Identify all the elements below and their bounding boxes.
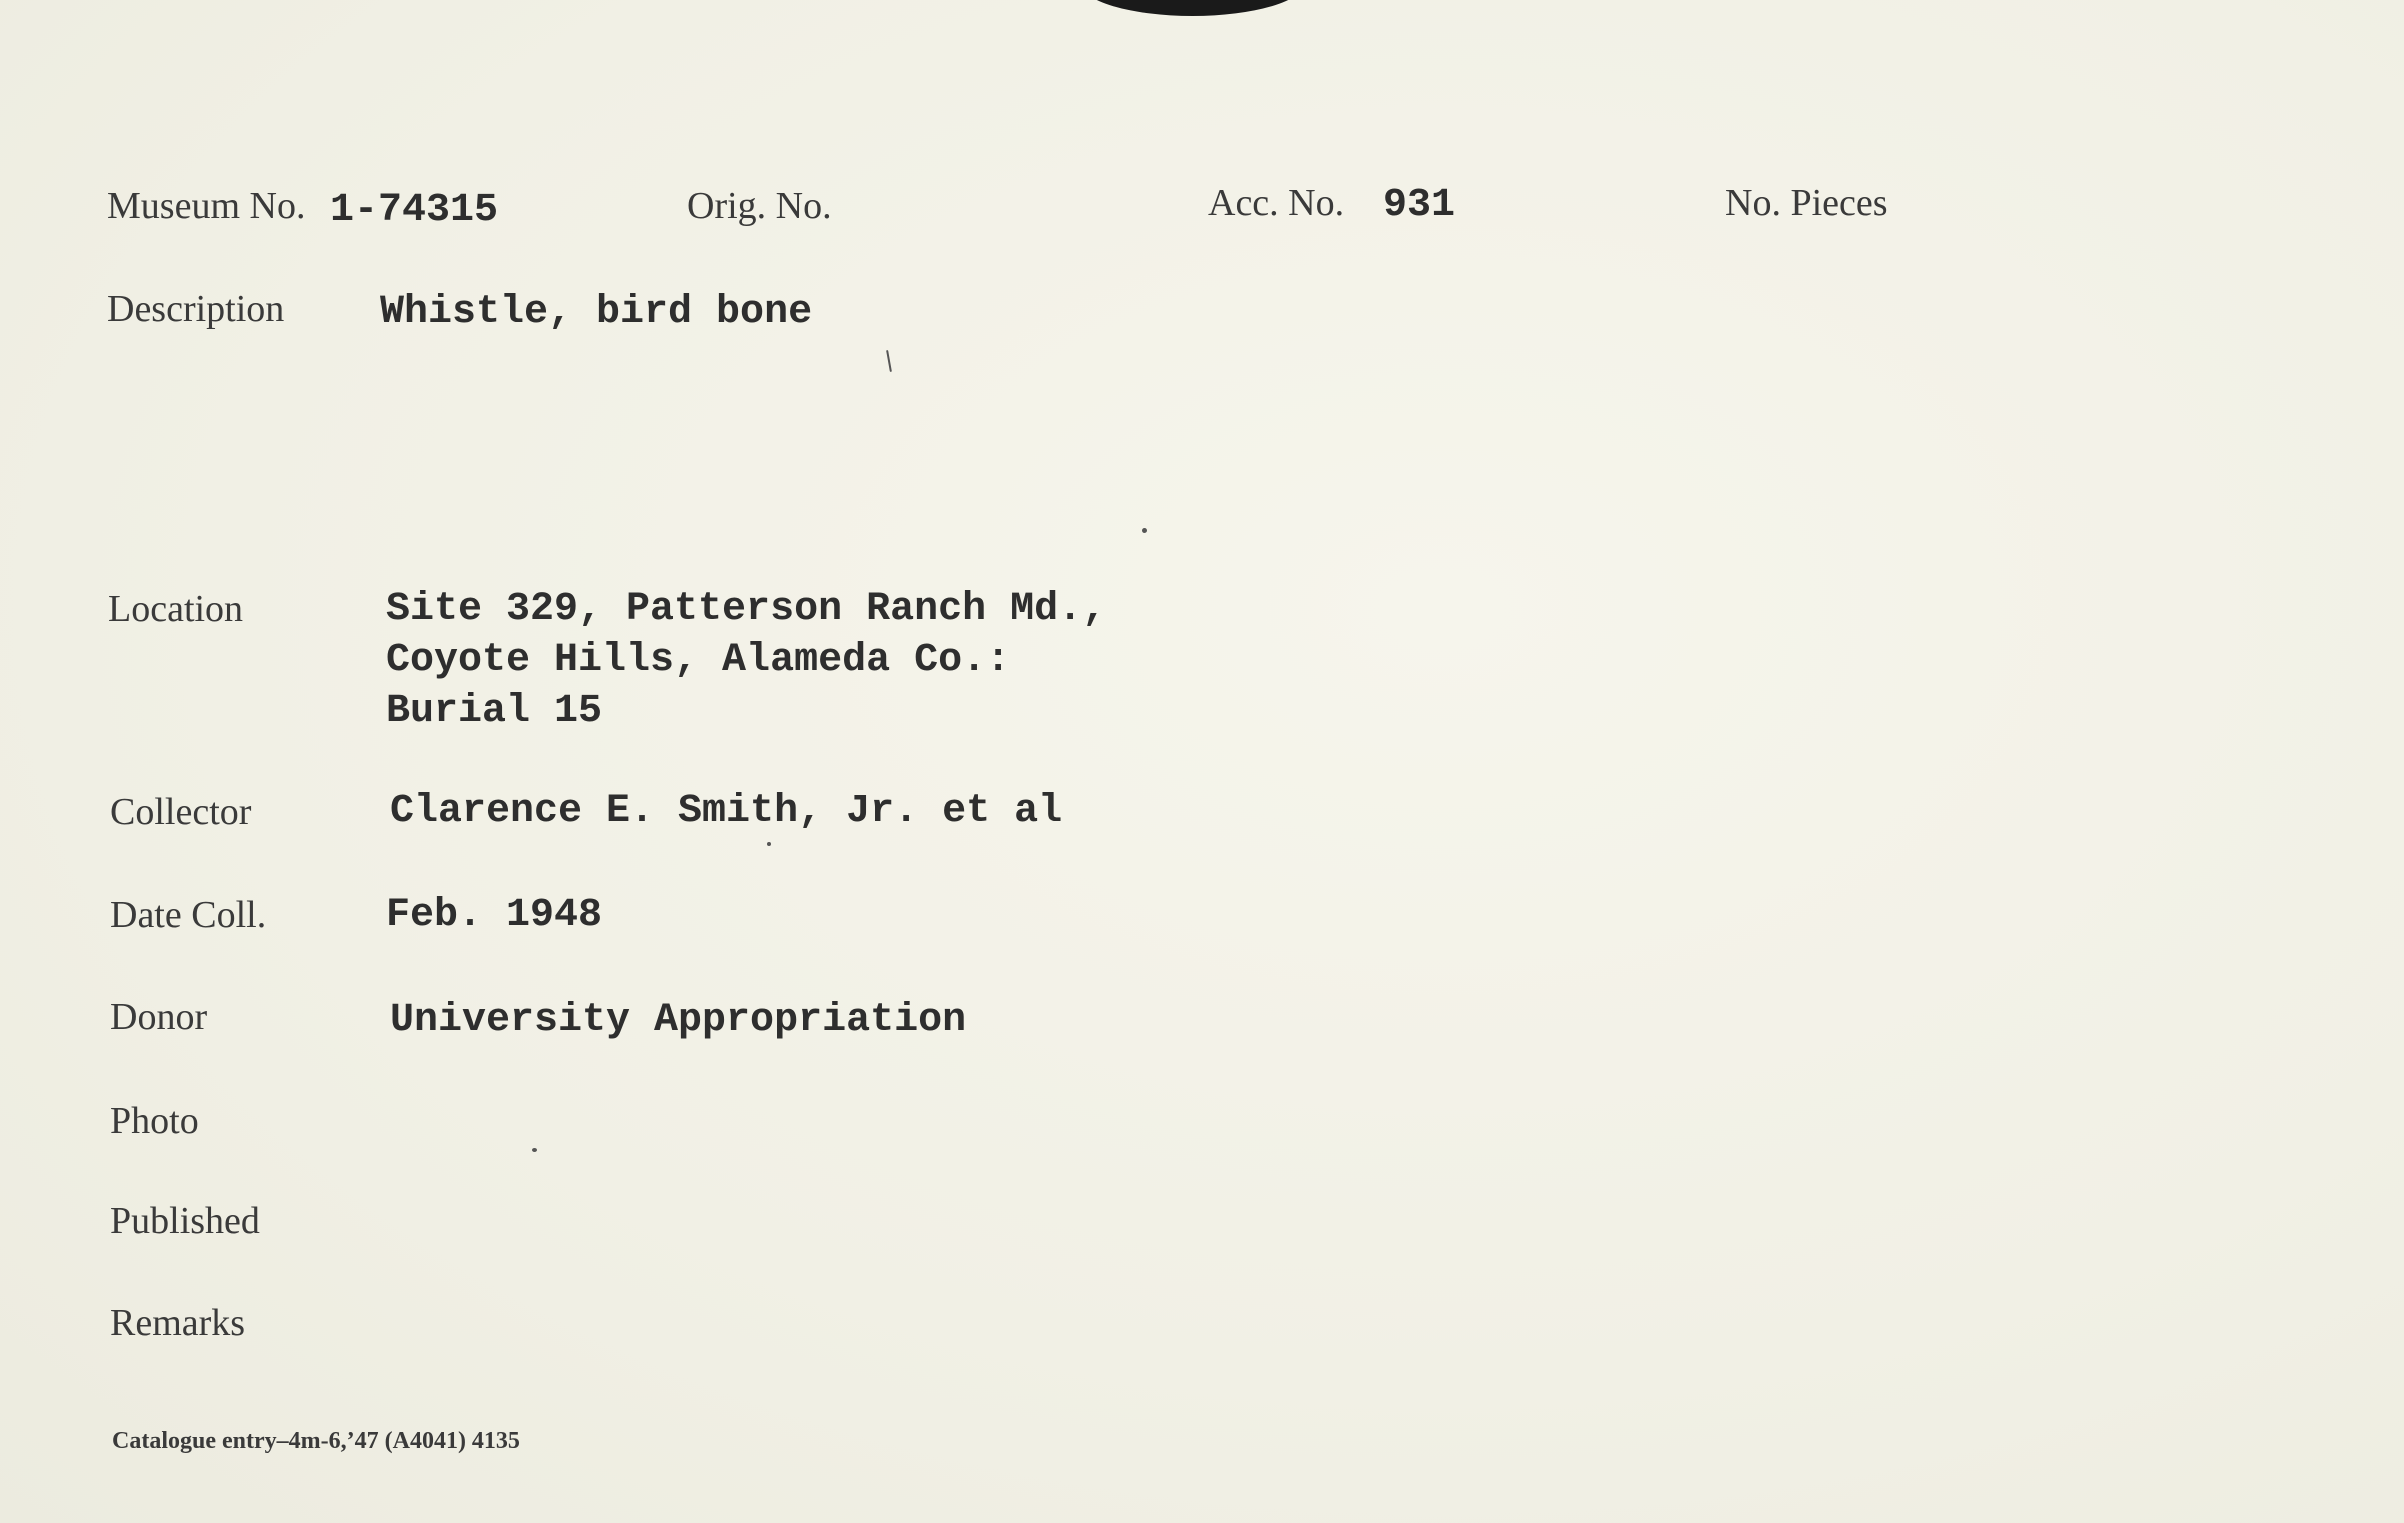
punch-notch xyxy=(1080,0,1305,16)
description-value: Whistle, bird bone xyxy=(380,290,813,335)
photo-label: Photo xyxy=(110,1100,199,1142)
acc-no-value: 931 xyxy=(1383,183,1456,228)
speck xyxy=(1142,528,1147,533)
museum-no-value: 1-74315 xyxy=(330,188,499,233)
location-value xyxy=(386,584,1106,737)
donor-value: University Appropriation xyxy=(390,998,967,1043)
no-pieces-label: No. Pieces xyxy=(1725,182,1888,224)
catalogue-entry-footer: Catalogue entry–4m-6,’47 (A4041) 4135 xyxy=(112,1428,520,1454)
location-line-2: Coyote Hills, Alameda Co.: xyxy=(386,638,1011,683)
museum-no-label: Museum No. xyxy=(107,185,306,227)
donor-label: Donor xyxy=(110,996,208,1038)
description-label: Description xyxy=(107,288,285,330)
date-coll-value: Feb. 1948 xyxy=(386,893,603,938)
location-label: Location xyxy=(108,588,244,630)
speck xyxy=(767,842,771,846)
orig-no-label: Orig. No. xyxy=(687,185,832,227)
collector-value: Clarence E. Smith, Jr. et al xyxy=(390,789,1063,834)
location-line-1: Site 329, Patterson Ranch Md., xyxy=(386,587,1107,632)
published-label: Published xyxy=(110,1200,260,1242)
collector-label: Collector xyxy=(110,791,252,833)
location-line-3: Burial 15 xyxy=(386,689,603,734)
remarks-label: Remarks xyxy=(110,1302,246,1344)
speck xyxy=(532,1148,537,1152)
pencil-mark xyxy=(886,350,892,372)
acc-no-label: Acc. No. xyxy=(1208,182,1345,224)
date-coll-label: Date Coll. xyxy=(110,894,267,936)
